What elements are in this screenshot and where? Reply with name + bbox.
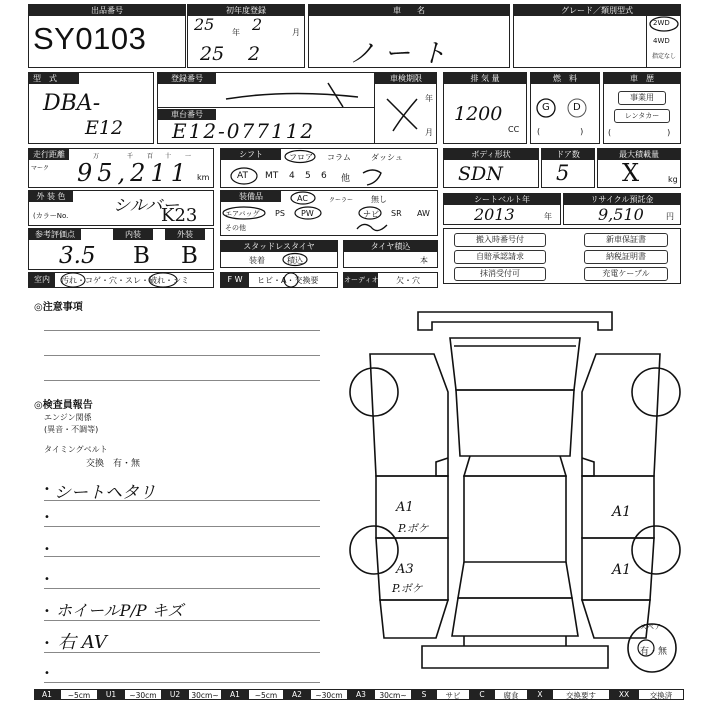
fw-label: F W (221, 273, 249, 287)
body-type-value: SDN (458, 163, 503, 185)
legend-code-10: XX (610, 689, 638, 700)
model-label: 型 式 (29, 73, 79, 84)
drive-column (646, 15, 681, 67)
inspection-month-unit: 月 (425, 128, 433, 137)
seatbelt-box (443, 193, 561, 225)
year-unit: 年 (232, 28, 240, 37)
equip-cooler: クーラー (329, 197, 354, 204)
timing-label: タイミングベルト (44, 445, 108, 454)
shift-column: コラム (327, 153, 351, 162)
damage-mark-right-front: A1 (612, 504, 632, 520)
chassis-label: 車台番号 (158, 109, 216, 120)
cc-unit: CC (508, 125, 520, 134)
tire-label: タイヤ積込 (344, 241, 437, 252)
damage-mark-right-rear: A1 (612, 562, 632, 578)
month-unit: 月 (292, 28, 300, 37)
mileage-unit-100: 百 (147, 153, 154, 160)
capacity-label: 最大積載量 (598, 149, 680, 160)
notes-title: ◎注意事項 (34, 302, 83, 313)
exterior-label: 外装 (165, 229, 205, 240)
audio-options: 欠・穴 (396, 276, 420, 285)
equip-ac-circle (289, 191, 317, 205)
color-label: 外 装 色 (29, 191, 73, 202)
mileage-box (28, 148, 214, 188)
fw-options: ヒビ・A・交換要 (257, 276, 319, 285)
color-box (28, 190, 214, 226)
recycle-label: リサイクル預託金 (564, 194, 680, 205)
note-line-2 (44, 355, 320, 356)
trans-mt: MT (265, 171, 279, 181)
mileage-unit-10000: 万 (93, 153, 100, 160)
trans-at-circle (229, 166, 259, 186)
inspection-label: 車検期限 (375, 73, 437, 84)
doc-number-on-arrival: 搬入時番号付 (454, 233, 546, 247)
score-label: 参考評価点 (29, 229, 81, 240)
fw-box (220, 272, 338, 288)
fuel-d-circle (566, 97, 588, 119)
remark-line-6 (44, 652, 320, 653)
bullet-5: • (44, 606, 50, 617)
color-code: K23 (161, 205, 198, 226)
fw-circle (281, 271, 301, 289)
model-month: 2 (248, 43, 261, 65)
interior-grade: B (133, 243, 150, 269)
legend-code-2: U1 (98, 689, 124, 700)
spare-selected-circle (636, 638, 656, 658)
documents-box (443, 228, 681, 284)
color-value: シルバー (113, 196, 180, 216)
equip-ac: AC (297, 194, 308, 203)
car-name-box (308, 4, 510, 68)
studless-loaded: 積込 (287, 256, 303, 265)
capacity-unit: kg (668, 175, 678, 184)
equip-airbag: エアバッグ (225, 210, 260, 218)
inspection-x-mark (383, 95, 423, 135)
model-code: DBA- (43, 91, 101, 116)
grade-label: グレード／類別型式 (514, 5, 680, 16)
note-line-3 (44, 380, 320, 381)
legend-code-4: A1 (222, 689, 248, 700)
interior-cond-circles (57, 271, 187, 289)
grade-box (513, 4, 681, 68)
engine-sub: (異音・不調等) (44, 425, 99, 434)
bullet-7: • (44, 668, 50, 679)
equip-handwritten-mark (353, 219, 393, 237)
km-unit: km (197, 173, 210, 182)
trans-check-mark (359, 163, 399, 187)
displacement-box (443, 72, 527, 144)
legend-desc-4: ~5cm (248, 689, 284, 700)
remark-line-7 (44, 682, 320, 683)
fuel-paren: () (537, 127, 624, 136)
registration-box (157, 72, 437, 144)
trans-at: AT (237, 171, 248, 181)
equip-sr: SR (391, 209, 402, 218)
history-business: 事業用 (618, 91, 666, 105)
legend-code-9: X (528, 689, 552, 700)
inspection-section (374, 73, 437, 143)
body-type-box (443, 148, 539, 188)
inspector-title: ◎検査員報告 (34, 400, 93, 411)
equip-pw-circle (293, 205, 323, 221)
remark-line-4 (44, 588, 320, 589)
note-line-1 (44, 330, 320, 331)
bullet-3: • (44, 544, 50, 555)
studless-box (220, 240, 338, 268)
spare-label: スペア (640, 623, 661, 631)
history-paren: () (608, 128, 726, 137)
legend-code-3: U2 (162, 689, 188, 700)
equip-other-label: その他 (225, 224, 246, 232)
exterior-grade: B (181, 243, 198, 269)
doc-new-car-warranty: 新車保証書 (584, 233, 668, 247)
drive-2wd: 2WD (653, 19, 670, 27)
reg-crossed-out-mark (218, 79, 368, 109)
mileage-unit-1000: 千 (127, 153, 134, 160)
history-rental: レンタカー (614, 109, 670, 123)
inspection-year-unit: 年 (425, 94, 433, 103)
equip-ps: PS (275, 209, 285, 218)
studless-mounted: 装着 (249, 256, 265, 265)
doors-label: ドア数 (542, 149, 594, 160)
lot-label: 出品番号 (29, 5, 185, 16)
doors-box (541, 148, 595, 188)
remark-line-1 (44, 500, 320, 501)
bullet-2: • (44, 512, 50, 523)
mileage-label: 走行距離 (29, 149, 69, 160)
drive-none: 指定なし (652, 53, 677, 60)
audio-label: オーディオ (344, 273, 378, 287)
legend-code-6: A3 (348, 689, 374, 700)
first-reg-label: 初年度登録 (188, 5, 304, 16)
mileage-mark-label: マーク (31, 165, 50, 172)
recycle-amount: 9,510 (598, 205, 644, 224)
remark-1: シートヘタリ (54, 483, 156, 503)
doc-deregistration: 抹消受付可 (454, 267, 546, 281)
interior-condition-box (28, 272, 214, 288)
timing-value: 交換 有・無 (86, 459, 141, 469)
legend-desc-1: ~5cm (60, 689, 98, 700)
fuel-d: D (573, 102, 581, 113)
legend-desc-8: 腐食 (494, 689, 528, 700)
trans-4: 4 (289, 171, 295, 181)
tire-unit: 本 (420, 256, 428, 265)
shift-dash: ダッシュ (371, 153, 403, 162)
remark-5: ホイールP/P キズ (56, 601, 184, 620)
remark-line-2 (44, 526, 320, 527)
score-value: 3.5 (59, 243, 96, 269)
shift-label: シフト (221, 149, 281, 160)
legend-code-7: S (412, 689, 436, 700)
damage-mark-left-front: A1 (396, 500, 414, 515)
seatbelt-year: 2013 (474, 205, 515, 224)
color-no-label: (カラーNo. (33, 212, 69, 220)
trans-5: 5 (305, 171, 311, 181)
doors-value: 5 (556, 161, 570, 185)
bullet-6: • (44, 638, 50, 649)
score-box (28, 228, 214, 270)
history-box (603, 72, 726, 144)
equip-none: 無し (371, 195, 387, 204)
bullet-1: • (44, 484, 50, 495)
trans-6: 6 (321, 171, 327, 181)
damage-mark-left-front-note: P.ボケ (398, 522, 429, 535)
engine-label: エンジン関係 (44, 413, 92, 422)
spare-value: 有・無 (640, 647, 668, 657)
legend-code-5: A2 (284, 689, 310, 700)
recycle-unit: 円 (666, 212, 674, 221)
interior-cond-label: 室内 (29, 273, 55, 287)
equip-airbag-circle (221, 205, 267, 221)
studless-label: スタッドレスタイヤ (221, 241, 337, 252)
damage-mark-left-rear: A3 (396, 562, 414, 577)
remark-6: 右 AV (58, 632, 107, 653)
legend-code-1: A1 (34, 689, 60, 700)
car-name-label: 車 名 (309, 5, 509, 16)
fuel-g: G (542, 102, 550, 113)
equip-aw: AW (417, 209, 430, 218)
legend-desc-2: ~30cm (124, 689, 162, 700)
shift-floor: フロア (289, 153, 313, 162)
mileage-unit-1: 一 (185, 153, 192, 160)
legend-desc-6: 30cm~ (374, 689, 412, 700)
model-sub: E12 (85, 117, 124, 139)
capacity-value: X (622, 159, 640, 187)
drive-4wd: 4WD (653, 37, 670, 45)
displacement-label: 排 気 量 (444, 73, 526, 84)
mileage-unit-10: 十 (165, 153, 172, 160)
bullet-4: • (44, 574, 50, 585)
model-box (28, 72, 154, 144)
model-year: 25 (200, 43, 225, 65)
legend-desc-10: 交換済 (638, 689, 684, 700)
car-name: ノート (349, 39, 457, 69)
doc-insurance-claim: 自賠承認請求 (454, 250, 546, 264)
drive-selected-circle (648, 15, 680, 33)
fuel-box (530, 72, 624, 144)
studless-circle (281, 252, 309, 267)
first-registration-box (187, 4, 305, 68)
doc-tax-certificate: 納税証明書 (584, 250, 668, 264)
legend-desc-5: ~30cm (310, 689, 348, 700)
body-type-label: ボディ形状 (444, 149, 538, 160)
legend-desc-7: サビ (436, 689, 470, 700)
shift-box (220, 148, 438, 188)
remark-line-3 (44, 556, 320, 557)
tire-box (343, 240, 438, 268)
equipment-label: 装備品 (221, 191, 281, 202)
first-reg-month: 2 (252, 15, 263, 34)
equipment-box (220, 190, 438, 236)
seatbelt-unit: 年 (544, 212, 552, 221)
lot-box (28, 4, 186, 68)
shift-floor-circle (283, 149, 317, 164)
mileage-value: 95,211 (77, 159, 191, 187)
interior-cond-options: 汚れ・コゲ・穴・スレ・破れ・シミ (61, 276, 189, 285)
displacement-value: 1200 (454, 103, 503, 125)
legend-desc-9: 交換要す (552, 689, 610, 700)
reg-label: 登録番号 (158, 73, 216, 84)
seatbelt-label: シートベルト年 (444, 194, 560, 205)
equip-navi: ナビ (363, 210, 379, 219)
equip-pw: PW (301, 209, 314, 218)
history-label: 車 歴 (604, 73, 680, 84)
fuel-label: 燃 料 (531, 73, 599, 84)
chassis-number: E12-077112 (172, 119, 316, 143)
first-reg-year: 25 (194, 15, 215, 34)
legend-desc-3: 30cm~ (188, 689, 222, 700)
trans-other: 他 (341, 174, 351, 184)
recycle-box (563, 193, 681, 225)
remark-line-5 (44, 620, 320, 621)
interior-label: 内装 (113, 229, 153, 240)
damage-mark-left-rear-note: P.ボケ (392, 582, 423, 595)
lot-number: SY0103 (33, 21, 147, 56)
capacity-box (597, 148, 681, 188)
audio-box (343, 272, 438, 288)
doc-charging-cable: 充電ケーブル (584, 267, 668, 281)
legend-code-8: C (470, 689, 494, 700)
